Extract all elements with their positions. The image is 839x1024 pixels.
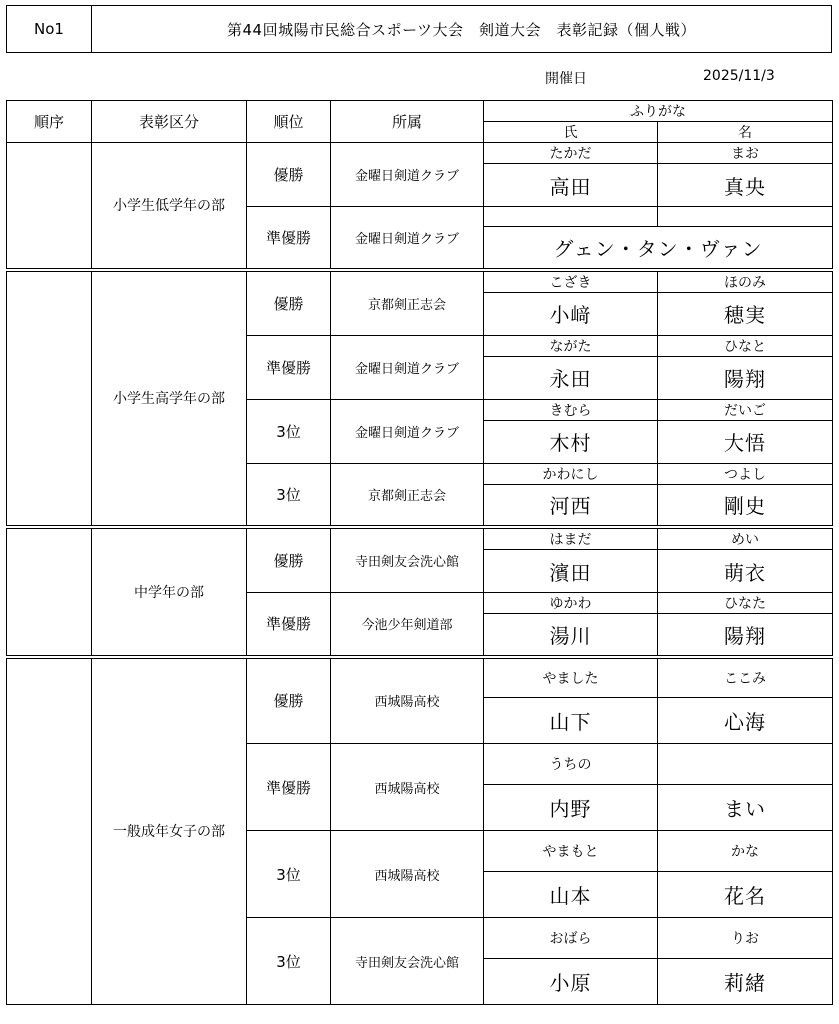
rank-cell: 優勝 <box>247 527 331 593</box>
order-cell <box>7 527 92 657</box>
results-table <box>6 100 833 1005</box>
rank-cell: 優勝 <box>247 143 331 207</box>
document-title: 第44回城陽市民総合スポーツ大会 剣道大会 表彰記録（個人戦） <box>227 20 696 39</box>
category-cell: 小学生低学年の部 <box>92 143 247 270</box>
surname: 小原 <box>484 959 658 1005</box>
document-header <box>6 5 832 53</box>
rank-cell: 3位 <box>247 463 331 527</box>
given-kana: ここみ <box>658 657 833 698</box>
given-name: 剛史 <box>658 484 833 527</box>
table-row <box>7 527 833 550</box>
affiliation-cell: 金曜日剣道クラブ <box>331 335 484 399</box>
rank-cell: 優勝 <box>247 657 331 744</box>
date-value: 2025/11/3 <box>703 68 775 84</box>
col-surname: 氏 <box>484 122 658 143</box>
surname: 高田 <box>484 164 658 207</box>
given-kana <box>658 207 833 227</box>
affiliation-cell: 西城陽高校 <box>331 657 484 744</box>
full-name: グェン・タン・ヴァン <box>484 227 833 270</box>
rank-cell: 優勝 <box>247 270 331 336</box>
surname-kana: ながた <box>484 335 658 356</box>
surname-kana: やまもと <box>484 831 658 872</box>
affiliation-cell: 寺田剣友会洗心館 <box>331 527 484 593</box>
col-category: 表彰区分 <box>92 101 247 143</box>
surname: 湯川 <box>484 614 658 657</box>
given-name: 萌衣 <box>658 550 833 593</box>
given-kana: だいご <box>658 399 833 420</box>
given-kana: ひなと <box>658 335 833 356</box>
rank-cell: 3位 <box>247 831 331 918</box>
category-cell: 小学生高学年の部 <box>92 270 247 528</box>
given-kana: ほのみ <box>658 270 833 293</box>
surname-kana: ゆかわ <box>484 593 658 614</box>
table-row <box>7 657 833 698</box>
given-kana <box>658 744 833 785</box>
document-number: No1 <box>7 6 92 52</box>
given-name: 大悟 <box>658 420 833 463</box>
affiliation-cell: 寺田剣友会洗心館 <box>331 918 484 1005</box>
rank-cell: 準優勝 <box>247 593 331 657</box>
category-cell: 一般成年女子の部 <box>92 657 247 1005</box>
surname: 山下 <box>484 698 658 744</box>
given-name: 穂実 <box>658 292 833 335</box>
affiliation-cell: 西城陽高校 <box>331 831 484 918</box>
rank-cell: 3位 <box>247 918 331 1005</box>
given-name: まい <box>658 785 833 831</box>
surname-kana: はまだ <box>484 527 658 550</box>
surname: 山本 <box>484 872 658 918</box>
given-name: 陽翔 <box>658 614 833 657</box>
surname: 河西 <box>484 484 658 527</box>
affiliation-cell: 金曜日剣道クラブ <box>331 143 484 207</box>
surname-kana: こざき <box>484 270 658 293</box>
order-cell <box>7 143 92 270</box>
table-row <box>7 270 833 293</box>
affiliation-cell: 今池少年剣道部 <box>331 593 484 657</box>
col-furigana: ふりがな <box>484 101 833 122</box>
affiliation-cell: 西城陽高校 <box>331 744 484 831</box>
surname: 内野 <box>484 785 658 831</box>
affiliation-cell: 京都剣正志会 <box>331 463 484 527</box>
order-cell <box>7 270 92 528</box>
category-cell: 中学年の部 <box>92 527 247 657</box>
table-row <box>7 143 833 164</box>
col-rank: 順位 <box>247 101 331 143</box>
given-kana: ひなた <box>658 593 833 614</box>
surname-kana: たかだ <box>484 143 658 164</box>
surname-kana: きむら <box>484 399 658 420</box>
col-given: 名 <box>658 122 833 143</box>
surname-kana <box>484 207 658 227</box>
order-cell <box>7 657 92 1005</box>
given-kana: めい <box>658 527 833 550</box>
rank-cell: 準優勝 <box>247 744 331 831</box>
surname-kana: うちの <box>484 744 658 785</box>
header-row <box>7 101 833 122</box>
rank-cell: 準優勝 <box>247 335 331 399</box>
surname: 濱田 <box>484 550 658 593</box>
given-name: 莉緒 <box>658 959 833 1005</box>
given-kana: りお <box>658 918 833 959</box>
given-kana: かな <box>658 831 833 872</box>
surname-kana: かわにし <box>484 463 658 484</box>
given-kana: つよし <box>658 463 833 484</box>
col-affiliation: 所属 <box>331 101 484 143</box>
given-name: 陽翔 <box>658 356 833 399</box>
given-name: 真央 <box>658 164 833 207</box>
date-label: 開催日 <box>545 71 587 87</box>
col-order: 順序 <box>7 101 92 143</box>
rank-cell: 3位 <box>247 399 331 463</box>
given-name: 花名 <box>658 872 833 918</box>
rank-cell: 準優勝 <box>247 207 331 270</box>
surname-kana: やました <box>484 657 658 698</box>
affiliation-cell: 金曜日剣道クラブ <box>331 399 484 463</box>
surname: 木村 <box>484 420 658 463</box>
affiliation-cell: 金曜日剣道クラブ <box>331 207 484 270</box>
affiliation-cell: 京都剣正志会 <box>331 270 484 336</box>
given-name: 心海 <box>658 698 833 744</box>
surname: 小﨑 <box>484 292 658 335</box>
surname-kana: おばら <box>484 918 658 959</box>
surname: 永田 <box>484 356 658 399</box>
given-kana: まお <box>658 143 833 164</box>
